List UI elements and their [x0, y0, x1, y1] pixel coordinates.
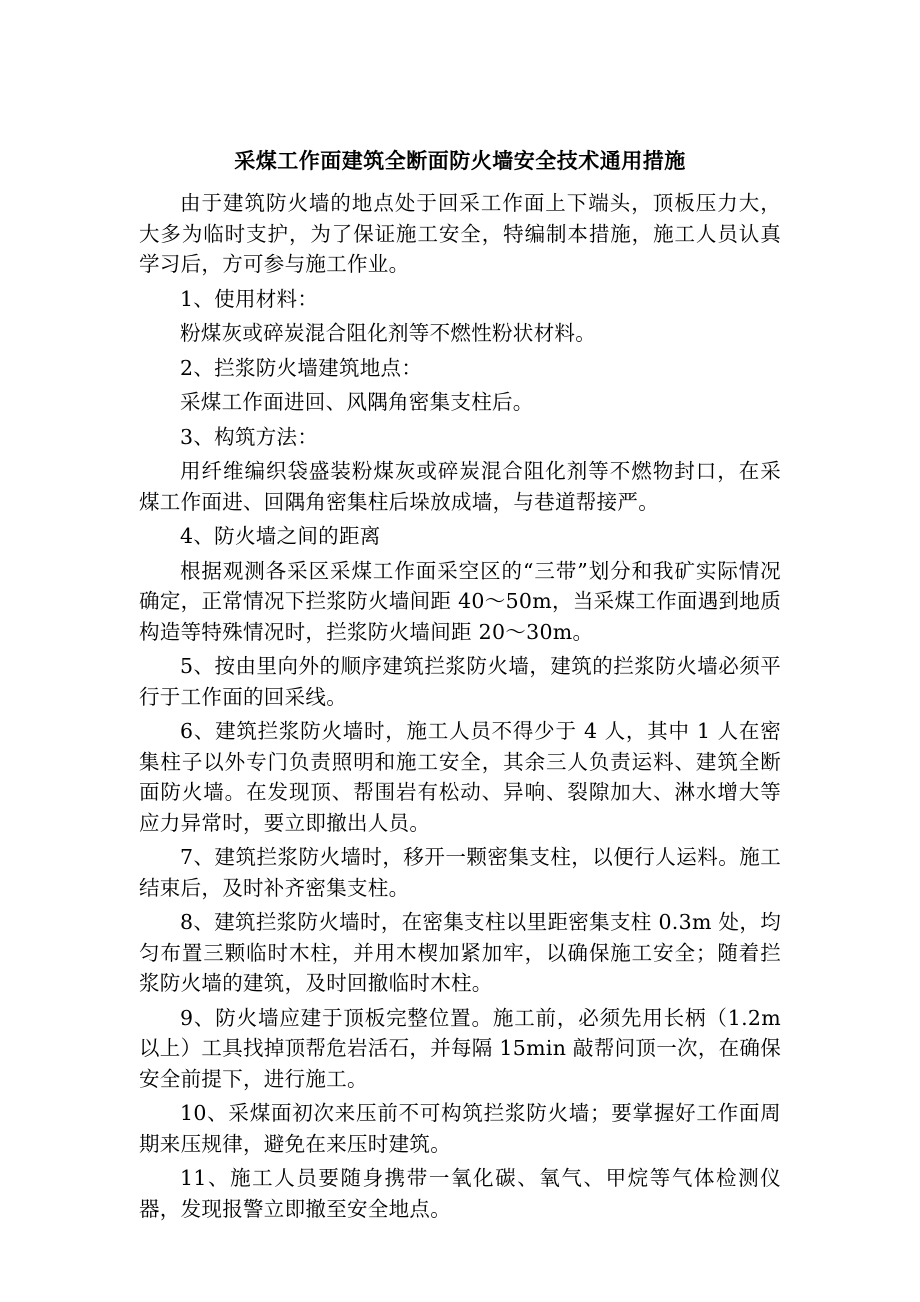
- paragraph-item-6: 6、建筑拦浆防火墙时，施工人员不得少于 4 人，其中 1 人在密集柱子以外专门负责照明和施工安全，其余三人负责运料、建筑全断面防火墙。在发现顶、帮围岩有松动、异响、裂隙加大、淋水增大等应力异常时，要立即撤出人员。: [139, 719, 781, 835]
- document-body: [139, 188, 781, 1228]
- paragraph-distance: 根据观测各采区采煤工作面采空区的“三带”划分和我矿实际情况确定，正常情况下拦浆防火墙间距 40～50m，当采煤工作面遇到地质构造等特殊情况时，拦浆防火墙间距 20～30m。: [139, 558, 781, 644]
- paragraph-item-7: 7、建筑拦浆防火墙时，移开一颗密集支柱，以便行人运料。施工结束后，及时补齐密集支柱。: [139, 845, 781, 900]
- paragraph-item-11: 11、施工人员要随身携带一氧化碳、氧气、甲烷等气体检测仪器，发现报警立即撤至安全地点。: [139, 1166, 781, 1221]
- section-heading-4: 4、防火墙之间的距离: [180, 524, 381, 548]
- paragraph-materials: 粉煤灰或碎炭混合阻化剂等不燃性粉状材料。: [180, 321, 596, 345]
- paragraph-method: 用纤维编织袋盛装粉煤灰或碎炭混合阻化剂等不燃物封口，在采煤工作面进、回隅角密集柱后垛放成墙，与巷道帮接严。: [139, 459, 781, 514]
- section-heading-1: 1、使用材料：: [180, 286, 319, 311]
- paragraph-item-9: 9、防火墙应建于顶板完整位置。施工前，必须先用长柄（1.2m 以上）工具找掉顶帮危岩活石，并每隔 15min 敲帮问顶一次，在确保安全前提下，进行施工。: [139, 1005, 782, 1091]
- document-title: 采煤工作面建筑全断面防火墙安全技术通用措施: [234, 148, 686, 173]
- paragraph-location: 采煤工作面进回、风隅角密集支柱后。: [180, 390, 534, 414]
- paragraph-item-5: 5、按由里向外的顺序建筑拦浆防火墙，建筑的拦浆防火墙必须平行于工作面的回采线。: [139, 654, 781, 709]
- paragraph-item-8: 8、建筑拦浆防火墙时，在密集支柱以里距密集支柱 0.3m 处，均匀布置三颗临时木柱，并用木楔加紧加牢，以确保施工安全；随着拦浆防火墙的建筑，及时回撤临时木柱。: [139, 910, 781, 995]
- paragraph-intro: 由于建筑防火墙的地点处于回采工作面上下端头，顶板压力大，大多为临时支护，为了保证施工安全，特编制本措施，施工人员认真学习后，方可参与施工作业。: [139, 191, 781, 276]
- paragraph-item-10: 10、采煤面初次来压前不可构筑拦浆防火墙；要掌握好工作面周期来压规律，避免在来压时建筑。: [139, 1101, 781, 1156]
- section-heading-2: 2、拦浆防火墙建筑地点：: [180, 355, 423, 380]
- section-heading-3: 3、构筑方法：: [180, 424, 319, 449]
